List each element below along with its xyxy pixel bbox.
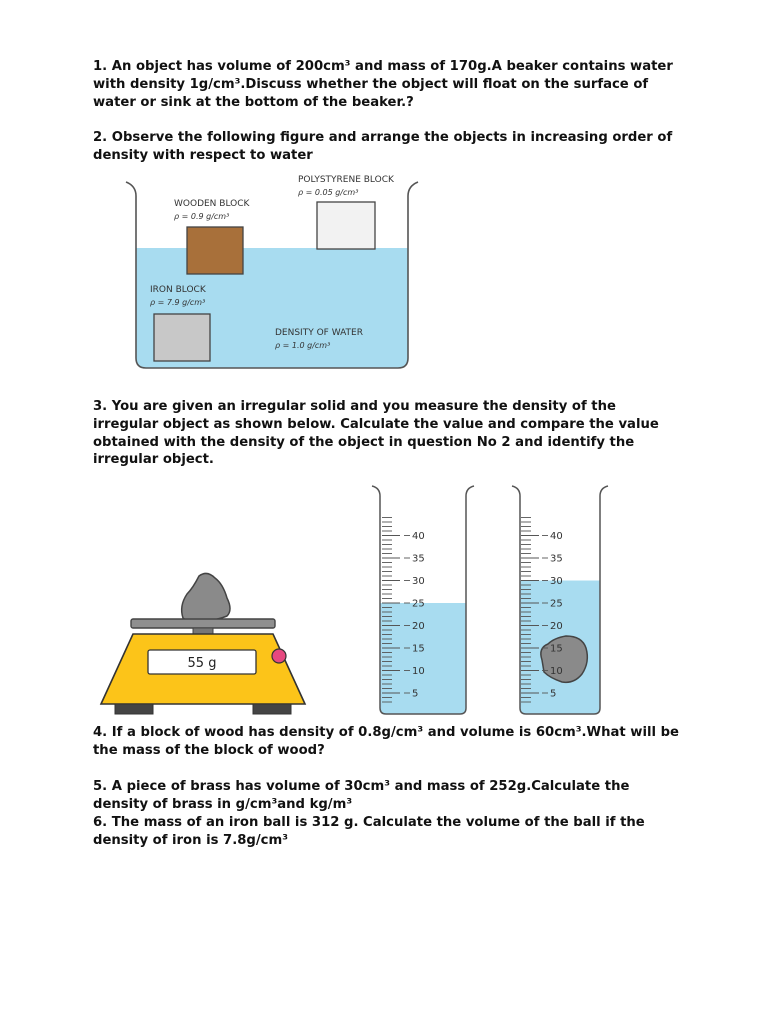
scale-label: 5	[412, 688, 419, 700]
scale-label: 10	[412, 666, 425, 677]
scale-label: 40	[550, 531, 563, 542]
scale-label: 25	[412, 598, 425, 610]
cylinders-svg	[370, 484, 610, 716]
question-6: 6. The mass of an iron ball is 312 g. Calculate the volume of the ball if the density of iron is 7.8g/cm³	[93, 815, 645, 848]
question-4: 4. If a block of wood has density of 0.8g/cm³ and volume is 60cm³.What will be the mass of the block of wood?	[93, 725, 679, 758]
water-density: ρ = 1.0 g/cm³	[275, 341, 331, 350]
wooden-density: ρ = 0.9 g/cm³	[174, 212, 230, 221]
iron-label: IRON BLOCK	[150, 285, 206, 295]
scale-label: 35	[412, 553, 425, 565]
water-label: DENSITY OF WATER	[275, 328, 363, 338]
scale-label: 10	[550, 666, 563, 677]
scale-figure	[93, 566, 313, 722]
cylinders-figure	[370, 484, 610, 716]
wooden-block	[187, 227, 243, 274]
scale-label: 20	[412, 621, 425, 632]
iron-density: ρ = 7.9 g/cm³	[150, 298, 206, 307]
scale-label: 30	[550, 576, 563, 587]
question-1: 1. An object has volume of 200cm³ and mass of 170g.A beaker contains water with density 1g/cm³.Discuss whether the object will float on the surface of water or sink at the bottom of the beaker.?	[93, 59, 673, 110]
polystyrene-block	[317, 202, 375, 249]
irregular-rock	[182, 573, 230, 620]
polystyrene-label: POLYSTYRENE BLOCK	[298, 175, 394, 185]
tare-button	[272, 649, 286, 663]
question-3: 3. You are given an irregular solid and you measure the density of the irregular object as shown below. Calculate the value and compare the value obtained with the density of the object in question No 2 and identify the irregular object.	[93, 399, 659, 468]
scale-label: 30	[412, 576, 425, 587]
scale-svg	[93, 566, 313, 722]
scale-label: 35	[550, 553, 563, 565]
scale-label: 15	[550, 643, 563, 655]
polystyrene-density: ρ = 0.05 g/cm³	[298, 188, 359, 197]
scale-label: 5	[550, 688, 557, 700]
scale-label: 40	[412, 531, 425, 542]
scale-pan	[131, 619, 275, 628]
scale-foot-left	[115, 704, 153, 714]
question-5: 5. A piece of brass has volume of 30cm³ and mass of 252g.Calculate the density of brass in g/cm³and kg/m³	[93, 779, 630, 812]
scale-reading: 55 g	[187, 656, 217, 671]
scale-label: 15	[412, 643, 425, 655]
beaker-svg	[122, 172, 422, 374]
iron-block	[154, 314, 210, 361]
scale-pan-stem	[193, 628, 213, 634]
scale-label: 25	[550, 598, 563, 610]
scale-foot-right	[253, 704, 291, 714]
beaker-figure	[122, 172, 422, 374]
scale-label: 20	[550, 621, 563, 632]
question-2: 2. Observe the following figure and arrange the objects in increasing order of density with respect to water	[93, 130, 673, 163]
water-left	[380, 603, 466, 714]
wooden-label: WOODEN BLOCK	[174, 199, 250, 209]
